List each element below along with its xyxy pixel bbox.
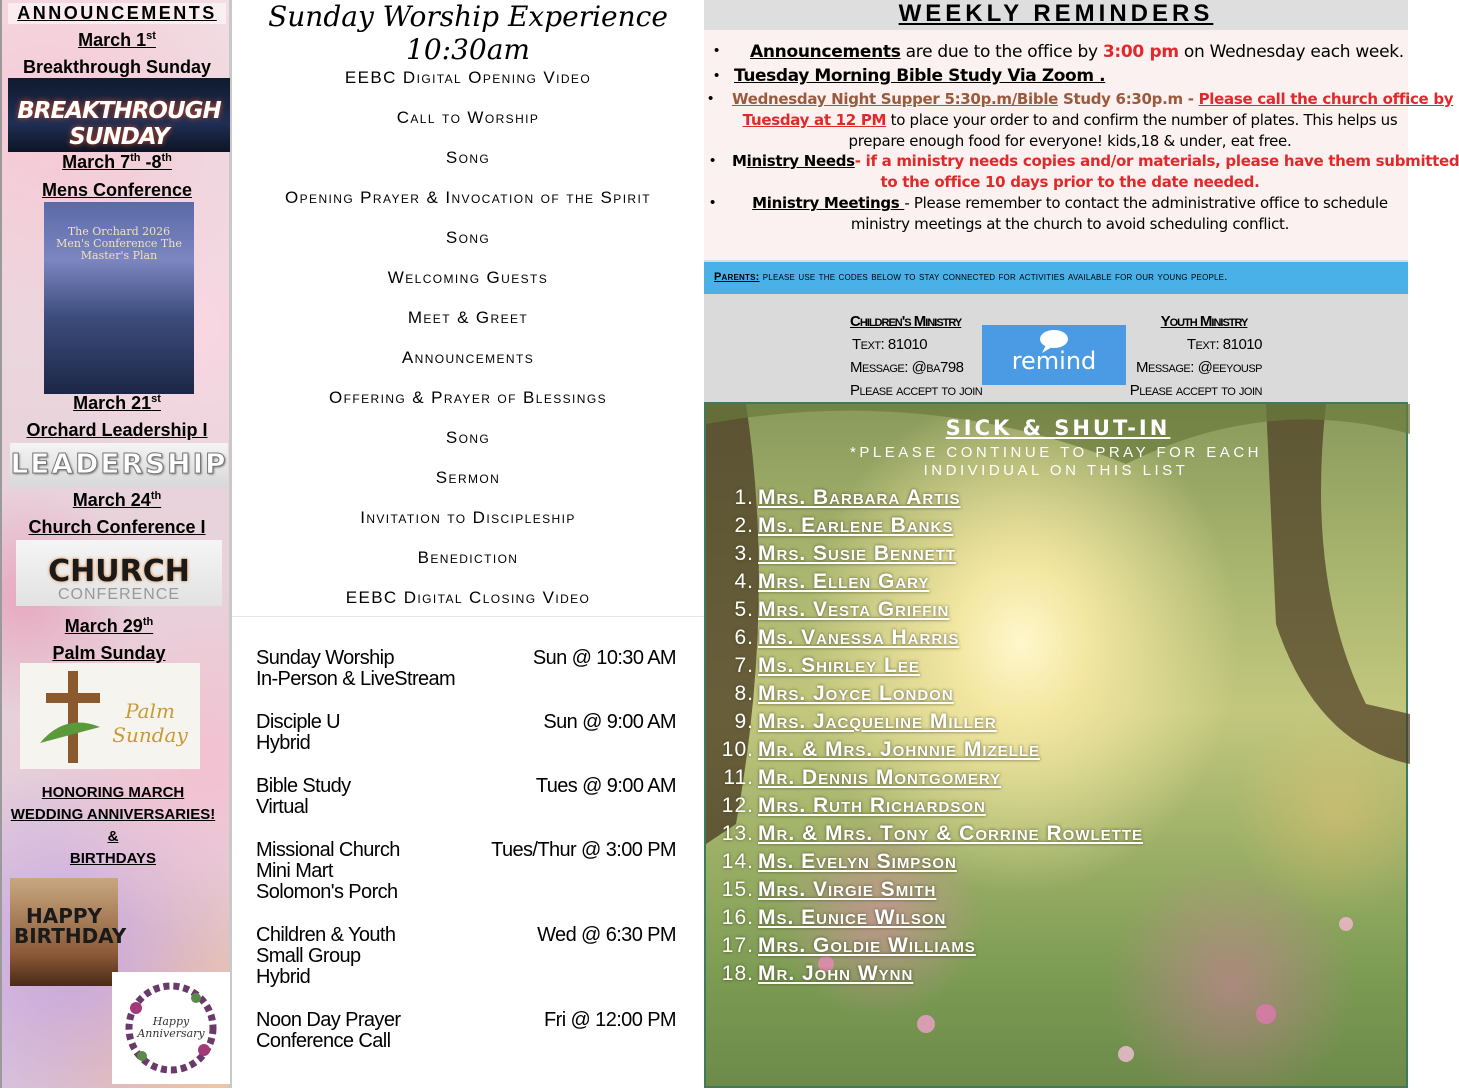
sick-list-name: Mr. Dennis Montgomery: [758, 766, 1002, 789]
remind-logo: remind: [982, 325, 1126, 385]
schedule-event-line: Mini Mart: [256, 860, 333, 882]
schedule-event-line: Conference Call: [256, 1030, 391, 1052]
sick-list-number: 18.: [721, 962, 754, 985]
order-of-worship-item: Meet & Greet: [407, 308, 529, 327]
reminder-announcements: Announcements are due to the office by 3:00 pm on Wednesday each week.: [750, 42, 1404, 62]
sick-list-item: [706, 794, 1410, 818]
parents-notice: Parents: please use the codes below to stay connected for activities available for our young people.: [704, 262, 1408, 294]
sick-list-name: Ms. Earlene Banks: [758, 514, 954, 537]
sick-list-item: [706, 934, 1410, 958]
schedule-event-line: Small Group: [256, 945, 361, 967]
sick-and-shut-in: [704, 402, 1408, 1088]
sick-list-number: 6.: [734, 626, 754, 649]
worship-column: [232, 0, 704, 1088]
sick-list-name: Mrs. Susie Bennett: [758, 542, 957, 565]
sick-list-number: 15.: [721, 878, 754, 901]
mens-conference-flyer: The Orchard 2026 Men's Conference The Master's Plan: [44, 202, 194, 394]
sick-list-item: [706, 514, 1410, 538]
order-of-worship-item: Announcements: [401, 348, 535, 367]
sick-list-number: 3.: [734, 542, 754, 565]
sick-list-item: [706, 738, 1410, 762]
announcement-title: Orchard Leadership I: [26, 420, 208, 440]
worship-title: Sunday Worship Experience 10:30am: [268, 0, 668, 66]
sick-list-name: Mr. John Wynn: [758, 962, 914, 985]
schedule-event: [256, 776, 351, 818]
schedule-time: Tues @ 9:00 AM: [535, 775, 676, 797]
order-of-worship-item: Benediction: [417, 548, 519, 567]
schedule-event: [256, 712, 340, 754]
leadership-image: LEADERSHIP: [10, 443, 228, 487]
schedule-time: Tues/Thur @ 3:00 PM: [491, 839, 676, 861]
schedule-event-line: Solomon's Porch: [256, 881, 398, 903]
announcement-date: March 24th: [72, 490, 162, 510]
order-of-worship-item: Call to Worship: [396, 108, 540, 127]
happy-birthday-image: HAPPY BIRTHDAY: [10, 878, 118, 986]
sick-list-number: 13.: [721, 822, 754, 845]
schedule-event-line: Bible Study: [256, 775, 351, 797]
sick-list-item: [706, 822, 1410, 846]
order-of-worship-item: Welcoming Guests: [387, 268, 549, 287]
sick-list-name: Mrs. Jacqueline Miller: [758, 710, 997, 733]
reminder-ministry-meetings: Ministry Meetings - Please remember to contact the administrative office to schedule ministry meetings at the church to avoid scheduling conflict.: [752, 194, 1388, 233]
schedule-event-line: Noon Day Prayer: [256, 1009, 401, 1031]
sick-list-item: [706, 850, 1410, 874]
sick-list-name: Mrs. Vesta Griffin: [758, 598, 950, 621]
sick-subtitle: *PLEASE CONTINUE TO PRAY FOR EACH INDIVIDUAL ON THIS LIST: [850, 444, 1262, 479]
honoring-line: BIRTHDAYS: [69, 850, 157, 867]
sick-list-number: 4.: [734, 570, 754, 593]
schedule-event: [256, 648, 455, 690]
sick-list-name: Mrs. Joyce London: [758, 682, 954, 705]
order-of-worship-item: Sermon: [435, 468, 501, 487]
sick-list-item: [706, 542, 1410, 566]
honoring-text: [2, 782, 224, 870]
schedule-event: [256, 1010, 400, 1052]
order-of-worship-item: Song: [445, 148, 491, 167]
order-of-worship-item: Song: [445, 428, 491, 447]
reminder-ministry-needs: Ministry Needs- if a ministry needs copies and/or materials, please have them submitted to the office 10 days prior to the date needed.: [732, 152, 1459, 191]
sick-list-number: 12.: [721, 794, 754, 817]
schedule-time: Fri @ 12:00 PM: [544, 1009, 676, 1031]
announcement-date: March 1st: [78, 30, 156, 50]
sick-list-name: Mrs. Virgie Smith: [758, 878, 937, 901]
bullet-icon: •: [714, 67, 720, 84]
honoring-line: &: [107, 828, 119, 845]
sick-list-item: [706, 682, 1410, 706]
sick-list-item: [706, 766, 1410, 790]
schedule-event: [256, 925, 395, 988]
schedule-event-line: In-Person & LiveStream: [256, 668, 456, 690]
sick-list-number: 5.: [734, 598, 754, 621]
sick-heading: SICK & SHUT-IN: [945, 416, 1171, 440]
bullet-icon: •: [708, 90, 714, 107]
sick-list-item: [706, 626, 1410, 650]
order-of-worship-item: EEBC Digital Closing Video: [345, 588, 591, 607]
order-of-worship-item: Invitation to Discipleship: [360, 508, 576, 527]
remind-codes: [704, 294, 1408, 402]
sick-list-number: 2.: [734, 514, 754, 537]
order-of-worship-item: Offering & Prayer of Blessings: [329, 388, 607, 407]
sick-list-number: 14.: [721, 850, 754, 873]
schedule-event-line: Disciple U: [256, 711, 341, 733]
sick-list-name: Mr. & Mrs. Johnnie Mizelle: [758, 738, 1041, 761]
announcement-date: March 29th: [64, 616, 154, 636]
sick-list-name: Mrs. Goldie Williams: [758, 934, 976, 957]
sick-list-number: 16.: [721, 906, 754, 929]
sick-list-name: Mrs. Ruth Richardson: [758, 794, 986, 817]
breakthrough-sunday-image: BREAKTHROUGH SUNDAY: [8, 78, 230, 152]
sick-list-name: Mr. & Mrs. Tony & Corrine Rowlette: [758, 822, 1143, 845]
palm-sunday-image: Palm Sunday: [20, 663, 200, 769]
sick-list-name: Mrs. Barbara Artis: [758, 486, 961, 509]
announcement-date: March 21st: [73, 393, 161, 413]
divider: [232, 616, 704, 617]
reminder-bible-study: Tuesday Morning Bible Study Via Zoom .: [734, 66, 1106, 86]
sick-list-name: Ms. Vanessa Harris: [758, 626, 960, 649]
bullet-icon: •: [710, 152, 716, 169]
schedule-time: Sun @ 9:00 AM: [543, 711, 676, 733]
order-of-worship-item: Song: [445, 228, 491, 247]
sick-list-name: Ms. Evelyn Simpson: [758, 850, 957, 873]
sick-list-item: [706, 570, 1410, 594]
honoring-line: WEDDING ANNIVERSARIES!: [10, 806, 216, 823]
order-of-worship-item: EEBC Digital Opening Video: [344, 68, 592, 87]
reminder-wednesday-supper: Wednesday Night Supper 5:30p.m/Bible Study 6:30p.m - Please call the church office by Tuesday at 12 PM to place your order to and confirm the number of plates. This helps us prepare enough food for everyone! kids,18 & under, eat free.: [732, 90, 1454, 150]
schedule-event-line: Hybrid: [256, 732, 311, 754]
bullet-icon: •: [714, 42, 720, 59]
weekly-reminders-box: [704, 30, 1459, 260]
sick-list-number: 1.: [734, 486, 754, 509]
announcement-title: Breakthrough Sunday: [22, 57, 212, 77]
announcements-column: [0, 0, 232, 1088]
schedule-event-line: Sunday Worship: [256, 647, 394, 669]
announcement-title: Church Conference I: [28, 517, 206, 537]
honoring-line: HONORING MARCH: [41, 784, 185, 801]
sick-list-number: 8.: [734, 682, 754, 705]
reminders-column: [704, 0, 1459, 1088]
announcement-title: Mens Conference: [41, 180, 193, 200]
sick-list-item: [706, 878, 1410, 902]
childrens-ministry-code: Children's Ministry Text: 81010 Message: @ba798 Please accept to join: [850, 313, 983, 399]
weekly-reminders-heading: WEEKLY REMINDERS: [704, 0, 1408, 30]
sick-list-item: [706, 654, 1410, 678]
sick-list-name: Ms. Eunice Wilson: [758, 906, 947, 929]
schedule-event-line: Children & Youth: [256, 924, 396, 946]
bullet-icon: •: [710, 194, 716, 211]
announcements-heading: ANNOUNCEMENTS: [8, 3, 226, 24]
sick-list-name: Mrs. Ellen Gary: [758, 570, 930, 593]
schedule-event-line: Missional Church: [256, 839, 400, 861]
sick-list-number: 9.: [734, 710, 754, 733]
sick-list-item: [706, 962, 1410, 986]
sick-list-item: [706, 710, 1410, 734]
sick-list-item: [706, 598, 1410, 622]
schedule-event-line: Virtual: [256, 796, 309, 818]
sick-list-name: Ms. Shirley Lee: [758, 654, 920, 677]
happy-anniversary-image: Happy Anniversary: [112, 972, 230, 1084]
schedule-time: Sun @ 10:30 AM: [532, 647, 676, 669]
sick-list-number: 11.: [723, 766, 754, 789]
sick-list-item: [706, 906, 1410, 930]
announcement-date: March 7th -8th: [62, 152, 172, 172]
sick-list-number: 7.: [734, 654, 754, 677]
sick-list-item: [706, 486, 1410, 510]
youth-ministry-code: Youth Ministry Text: 81010 Message: @eeyousp Please accept to join: [1129, 313, 1262, 399]
order-of-worship-item: Opening Prayer & Invocation of the Spirit: [285, 188, 651, 207]
schedule-event-line: Hybrid: [256, 966, 311, 988]
sick-list-number: 10.: [721, 738, 754, 761]
schedule-time: Wed @ 6:30 PM: [537, 924, 676, 946]
announcement-title: Palm Sunday: [52, 643, 166, 663]
schedule-event: [256, 840, 400, 903]
sick-list-number: 17.: [721, 934, 754, 957]
church-conference-image: CHURCH CONFERENCE: [16, 540, 222, 606]
